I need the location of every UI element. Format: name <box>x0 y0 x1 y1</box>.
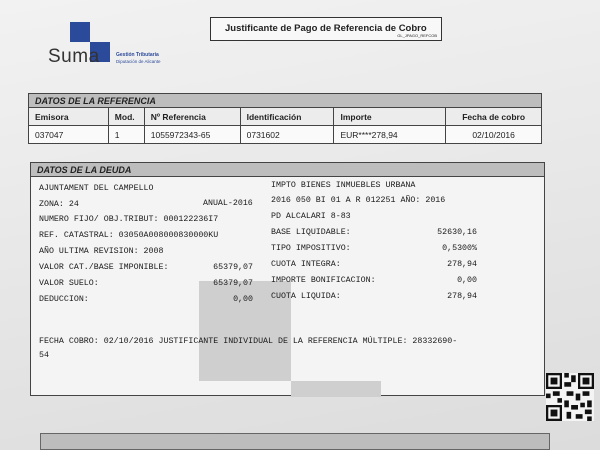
referencia-section-title: DATOS DE LA REFERENCIA <box>35 96 156 106</box>
tipo-impositivo-label: TIPO IMPOSITIVO: <box>271 244 351 253</box>
impuesto: IMPTO BIENES INMUEBLES URBANA <box>271 181 416 190</box>
valor-suelo-value: 65379,07 <box>213 279 253 288</box>
deuda-box <box>30 176 545 396</box>
referencia-header-row <box>29 108 542 126</box>
cuota-liquida-label: CUOTA LIQUIDA: <box>271 292 341 301</box>
referencia-value: 1055972343-65 <box>144 126 240 144</box>
ref-catastral: REF. CATASTRAL: 03050A008000830000KU <box>39 231 219 240</box>
logo-subtitle-1: Gestión Tributaria <box>116 52 159 58</box>
base-liquidable-value: 52630,16 <box>437 228 477 237</box>
logo-subtitle-2: Diputación de Alicante <box>116 59 161 64</box>
col-emisora: Emisora <box>29 108 109 126</box>
base-liquidable-label: BASE LIQUIDABLE: <box>271 228 351 237</box>
col-referencia: Nº Referencia <box>144 108 240 126</box>
referencia-value-row <box>29 126 542 144</box>
deuda-section-title: DATOS DE LA DEUDA <box>37 165 132 175</box>
next-section-header <box>40 433 550 450</box>
valor-catastral-label: VALOR CAT./BASE IMPONIBLE: <box>39 263 169 272</box>
logo-word: Suma <box>48 46 100 67</box>
tipo-impositivo-value: 0,5300% <box>442 244 477 253</box>
cuota-integra-label: CUOTA INTEGRA: <box>271 260 341 269</box>
identificacion-value: 0731602 <box>240 126 334 144</box>
periodo: ANUAL-2016 <box>203 199 253 208</box>
referencia-table <box>28 107 542 144</box>
mod-value: 1 <box>108 126 144 144</box>
fecha-cobro-line: FECHA COBRO: 02/10/2016 JUSTIFICANTE INDIVIDUAL DE LA REFERENCIA MÚLTIPLE: 28332690- <box>39 337 458 346</box>
deduccion-value: 0,00 <box>233 295 253 304</box>
document-code: GL_JPAGO_REFCOB <box>397 33 437 38</box>
fecha-cobro-value: 02/10/2016 <box>446 126 542 144</box>
background-block <box>291 381 381 397</box>
valor-catastral-value: 65379,07 <box>213 263 253 272</box>
emisora-value: 037047 <box>29 126 109 144</box>
numero-fijo: NUMERO FIJO/ OBJ.TRIBUT: 000122236I7 <box>39 215 219 224</box>
suma-logo <box>48 22 198 68</box>
cuota-liquida-value: 278,94 <box>447 292 477 301</box>
fecha-cobro-line-continued: 54 <box>39 351 49 360</box>
bonificacion-value: 0,00 <box>457 276 477 285</box>
qr-code-icon <box>546 372 594 422</box>
ano-revision: AÑO ULTIMA REVISION: 2008 <box>39 247 164 256</box>
col-mod: Mod. <box>108 108 144 126</box>
logo-square-top <box>70 22 90 42</box>
ayuntamiento: AJUNTAMENT DEL CAMPELLO <box>39 184 154 193</box>
col-identificacion: Identificación <box>240 108 334 126</box>
direccion: PD ALCALARI 8-83 <box>271 212 351 221</box>
document-title-box <box>210 17 442 41</box>
cuota-integra-value: 278,94 <box>447 260 477 269</box>
zona: ZONA: 24 <box>39 200 79 209</box>
document-title: Justificante de Pago de Referencia de Cobro <box>225 23 427 34</box>
objeto-tributario: 2016 050 BI 01 A R 012251 AÑO: 2016 <box>271 196 446 205</box>
deduccion-label: DEDUCCION: <box>39 295 89 304</box>
col-importe: Importe <box>334 108 446 126</box>
col-fecha-cobro: Fecha de cobro <box>446 108 542 126</box>
importe-value: EUR****278,94 <box>334 126 446 144</box>
bonificacion-label: IMPORTE BONIFICACION: <box>271 276 376 285</box>
valor-suelo-label: VALOR SUELO: <box>39 279 99 288</box>
deuda-section-header <box>30 162 545 177</box>
referencia-section-header <box>28 93 542 108</box>
